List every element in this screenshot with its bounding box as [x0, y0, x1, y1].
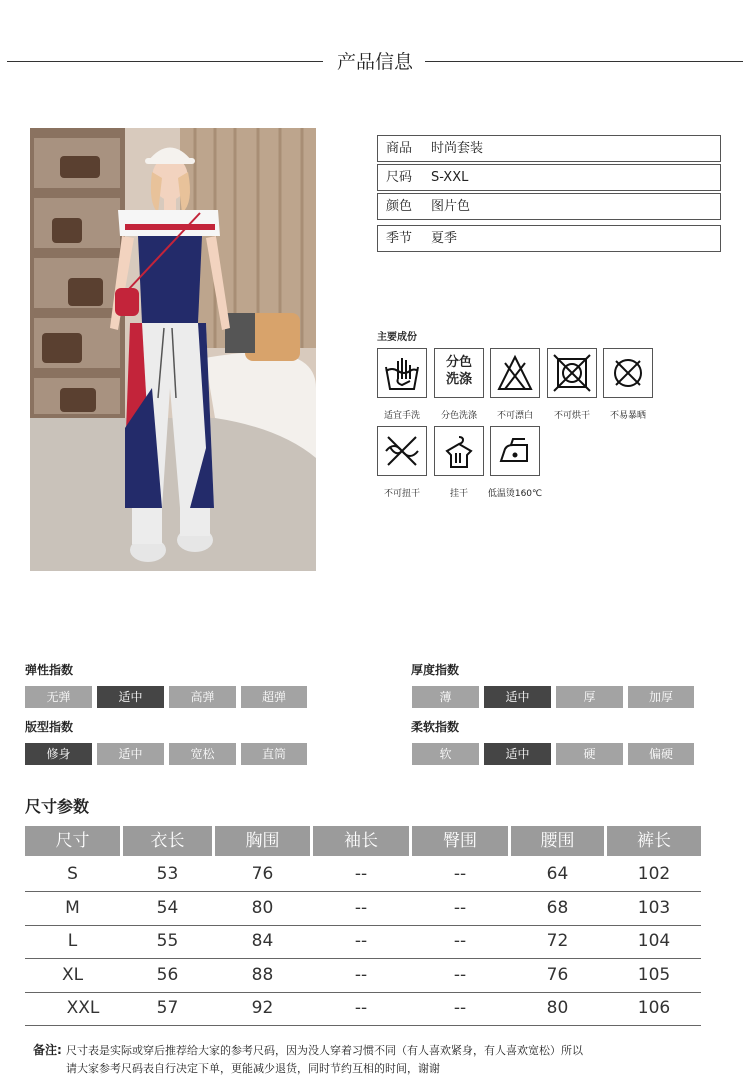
info-row-size [377, 164, 721, 191]
size-cell: XXL [66, 998, 100, 1018]
no-tumble-dry-icon [547, 348, 597, 398]
elasticity-option: 高弹 [169, 686, 236, 708]
size-cell: -- [453, 998, 467, 1018]
info-key: 商品 [386, 141, 413, 156]
size-cell: 88 [251, 965, 274, 985]
size-header: 尺寸 [25, 826, 120, 856]
elasticity-option-selected: 适中 [97, 686, 164, 708]
size-cell: 105 [637, 965, 671, 985]
softness-option: 硬 [556, 743, 623, 765]
info-row-season [377, 225, 721, 252]
size-cell: 53 [156, 864, 179, 884]
size-header: 胸围 [215, 826, 310, 856]
care-label: 不可烘干 [553, 411, 590, 421]
size-cell: -- [354, 998, 368, 1018]
size-cell: -- [453, 864, 467, 884]
care-label: 不易暴晒 [609, 411, 646, 421]
size-cell: 80 [251, 898, 274, 918]
info-value: 夏季 [431, 231, 458, 246]
size-cell: -- [354, 965, 368, 985]
info-key: 颜色 [386, 199, 413, 214]
note-label: 备注: [33, 1043, 62, 1057]
thickness-option: 加厚 [628, 686, 694, 708]
info-value: S-XXL [431, 170, 469, 185]
note-line-1: 尺寸表是实际或穿后推荐给大家的参考尺码，因为没人穿着习惯不同（有人喜欢紧身，有人喜欢宽松）所以 [66, 1044, 583, 1057]
size-cell: 80 [546, 998, 569, 1018]
elasticity-option: 超弹 [241, 686, 307, 708]
size-table-title: 尺寸参数 [25, 797, 90, 816]
size-cell: S [67, 864, 78, 884]
care-label: 分色洗涤 [440, 411, 477, 421]
fit-title: 版型指数 [25, 720, 74, 734]
size-cell: 103 [637, 898, 671, 918]
size-header: 臀围 [412, 826, 508, 856]
size-header: 衣长 [123, 826, 212, 856]
fit-option-selected: 修身 [25, 743, 92, 765]
softness-option: 软 [412, 743, 479, 765]
fit-option: 适中 [97, 743, 164, 765]
hang-dry-icon [434, 426, 484, 476]
size-cell: L [67, 931, 78, 951]
softness-option: 偏硬 [628, 743, 694, 765]
care-label: 低温烫160℃ [487, 489, 543, 499]
size-cell: 72 [546, 931, 569, 951]
no-bleach-icon [490, 348, 540, 398]
size-cell: 106 [637, 998, 671, 1018]
info-value: 图片色 [431, 199, 471, 214]
elasticity-option: 无弹 [25, 686, 92, 708]
care-title: 主要成份 [377, 332, 417, 343]
fit-option: 宽松 [169, 743, 236, 765]
size-cell: 64 [546, 864, 569, 884]
size-cell: 76 [546, 965, 569, 985]
row-divider [25, 1025, 701, 1026]
care-label: 适宜手洗 [383, 411, 420, 421]
no-sun-icon [603, 348, 653, 398]
softness-option-selected: 适中 [484, 743, 551, 765]
size-cell: 56 [156, 965, 179, 985]
size-header: 袖长 [313, 826, 409, 856]
size-cell: 57 [156, 998, 179, 1018]
care-label: 不可扭干 [383, 489, 420, 499]
size-header: 裤长 [607, 826, 701, 856]
info-value: 时尚套装 [431, 141, 484, 156]
thickness-title: 厚度指数 [411, 663, 460, 677]
info-row-color [377, 193, 721, 220]
size-cell: 68 [546, 898, 569, 918]
size-cell: 104 [637, 931, 671, 951]
elasticity-title: 弹性指数 [25, 663, 74, 677]
page-title: 产品信息 [336, 51, 413, 73]
info-key: 尺码 [386, 170, 413, 185]
note-line-2: 请大家参考尺码表自行决定下单，更能减少退货，同时节约互相的时间，谢谢 [66, 1062, 440, 1075]
size-cell: -- [354, 864, 368, 884]
size-cell: -- [453, 965, 467, 985]
size-header: 腰围 [511, 826, 604, 856]
hand-wash-icon [377, 348, 427, 398]
size-cell: M [65, 898, 80, 918]
size-cell: XL [61, 965, 84, 985]
size-cell: -- [354, 898, 368, 918]
size-cell: 84 [251, 931, 274, 951]
wash-separately-text-2: 洗涤 [445, 372, 472, 387]
thickness-option: 厚 [556, 686, 623, 708]
header-rule-left [7, 61, 323, 62]
size-cell: 55 [156, 931, 179, 951]
wash-separately-text: 分色 [445, 355, 472, 370]
thickness-option-selected: 适中 [484, 686, 551, 708]
no-wring-icon [377, 426, 427, 476]
care-label: 不可漂白 [496, 411, 533, 421]
care-label: 挂干 [449, 489, 468, 499]
info-key: 季节 [386, 231, 413, 246]
size-cell: -- [453, 931, 467, 951]
size-cell: 92 [251, 998, 274, 1018]
thickness-option: 薄 [412, 686, 479, 708]
size-cell: 102 [637, 864, 671, 884]
product-photo [30, 128, 316, 571]
size-cell: 76 [251, 864, 274, 884]
fit-option: 直筒 [241, 743, 307, 765]
size-cell: 54 [156, 898, 179, 918]
size-cell: -- [453, 898, 467, 918]
info-row-product [377, 135, 721, 162]
header-rule-right [425, 61, 743, 62]
wash-separately-icon [434, 348, 484, 398]
softness-title: 柔软指数 [411, 720, 460, 734]
low-iron-icon [490, 426, 540, 476]
size-cell: -- [354, 931, 368, 951]
